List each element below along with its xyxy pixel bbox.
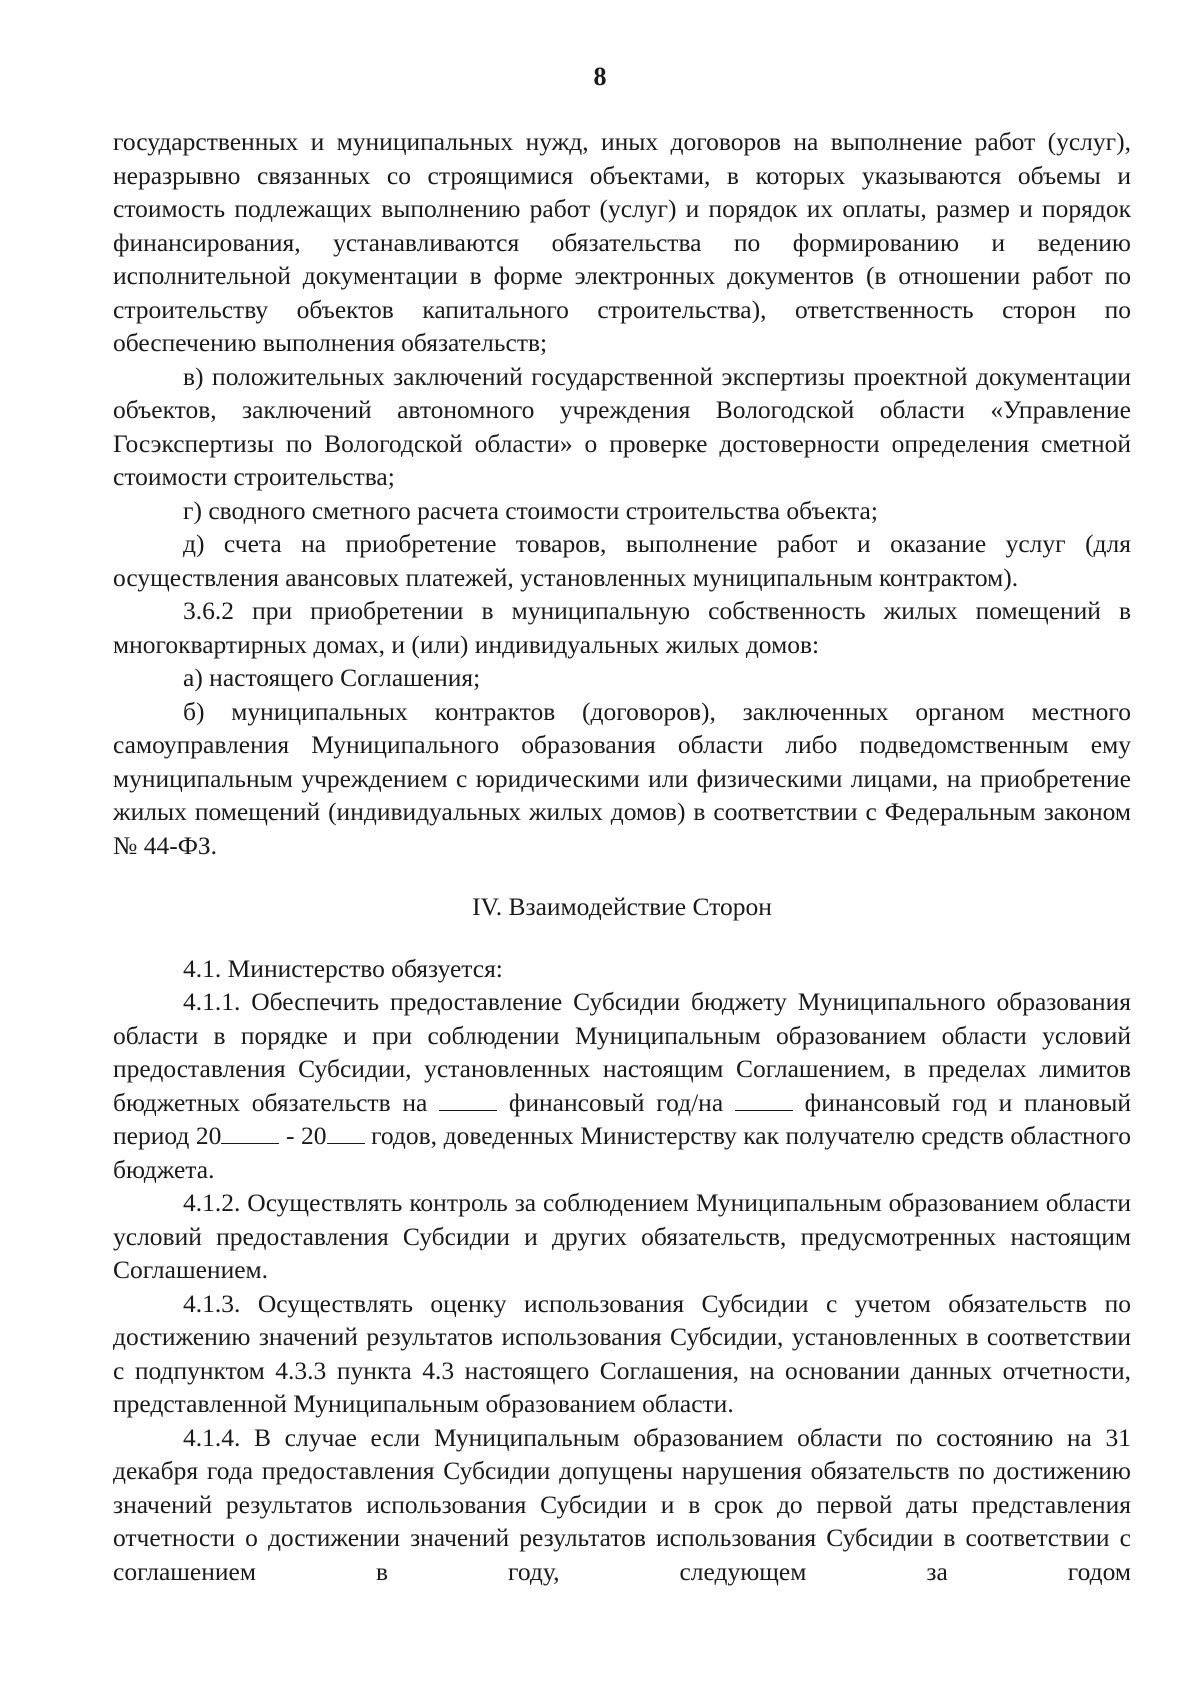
paragraph-3-6-2: 3.6.2 при приобретении в муниципальную собственность жилых помещений в многоквартирных домах, и (или) индивидуальных жилых домов: <box>113 596 1131 659</box>
paragraph-4-1-3: 4.1.3. Осуществлять оценку использования Субсидии с учетом обязательств по достижению значений результатов использования Субсидии, установленных в соответствии с подпунктом 4.3.3 пункта 4.3 настоящего Соглашения, на основании данных отчетности, представленной Муниципальным образованием области. <box>113 1288 1131 1418</box>
paragraph-4-1: 4.1. Министерство обязуется: <box>183 953 503 983</box>
paragraph-item-b-contracts: б) муниципальных контрактов (договоров), заключенных органом местного самоуправления Муниципального образования области либо подведомственным ему муниципальным учреждением с юридическими или физическими лицами, на приобретение жилых помещений (индивидуальных жилых домов) в соответствии с Федеральным законом № 44-ФЗ. <box>113 696 1131 860</box>
text-segment: финансовый год и плановый период 20 <box>113 1087 1131 1150</box>
paragraph-4-1-1 <box>113 985 1131 1186</box>
blank-field-year <box>327 1121 365 1144</box>
paragraph-item-a-agreement: а) настоящего Соглашения; <box>183 663 481 692</box>
text-segment: 4.1.1. Обеспечить предоставление Субсидии бюджету Муниципального образования области в порядке и при соблюдении Муниципальным образованием области условий предоставления Субсидии, установленных настоящим Соглашением, в пределах лимитов бюджетных обязательств на <box>113 987 1131 1117</box>
section-heading: IV. Взаимодействие Сторон <box>472 892 772 921</box>
blank-field-year <box>221 1121 279 1144</box>
paragraph-item-g-estimate: г) сводного сметного расчета стоимости строительства объекта; <box>183 495 878 525</box>
blank-field-year <box>439 1088 497 1111</box>
document-body <box>113 125 1131 1588</box>
text-segment: финансовый год/на <box>497 1087 735 1117</box>
text-segment: - 20 <box>279 1121 327 1150</box>
paragraph-contracts-continuation: государственных и муниципальных нужд, иных договоров на выполнение работ (услуг), неразрывно связанных со строящимися объектами, в которых указываются объемы и стоимость подлежащих выполнению работ (услуг) и порядок их оплаты, размер и порядок финансирования, устанавливаются обязательства по формированию и ведению исполнительной документации в форме электронных документов (в отношении работ по строительству объектов капитального строительства), ответственность сторон по обеспечению выполнения обязательств; <box>113 127 1131 357</box>
blank-field-year <box>735 1088 793 1111</box>
paragraph-4-1-4: 4.1.4. В случае если Муниципальным образованием области по состоянию на 31 декабря года предоставления Субсидии допущены нарушения обязательств по достижению значений результатов использования Субсидии и в срок до первой даты представления отчетности о достижении значений результатов использования Субсидии в соответствии с соглашением в году, следующем за годом <box>113 1422 1131 1586</box>
text-segment: годов, доведенных Министерству как получателю средств областного бюджета. <box>113 1121 1132 1184</box>
page-number: 8 <box>593 62 607 91</box>
paragraph-item-d-invoices: д) счета на приобретение товаров, выполнение работ и оказание услуг (для осуществления авансовых платежей, установленных муниципальным контрактом). <box>113 529 1131 592</box>
paragraph-item-v-expertise: в) положительных заключений государственной экспертизы проектной документации объектов, заключений автономного учреждения Вологодской области «Управление Госэкспертизы по Вологодской области» о проверке достоверности определения сметной стоимости строительства; <box>113 361 1131 491</box>
paragraph-4-1-2: 4.1.2. Осуществлять контроль за соблюдением Муниципальным образованием области условий предоставления Субсидии и других обязательств, предусмотренных настоящим Соглашением. <box>113 1188 1131 1284</box>
